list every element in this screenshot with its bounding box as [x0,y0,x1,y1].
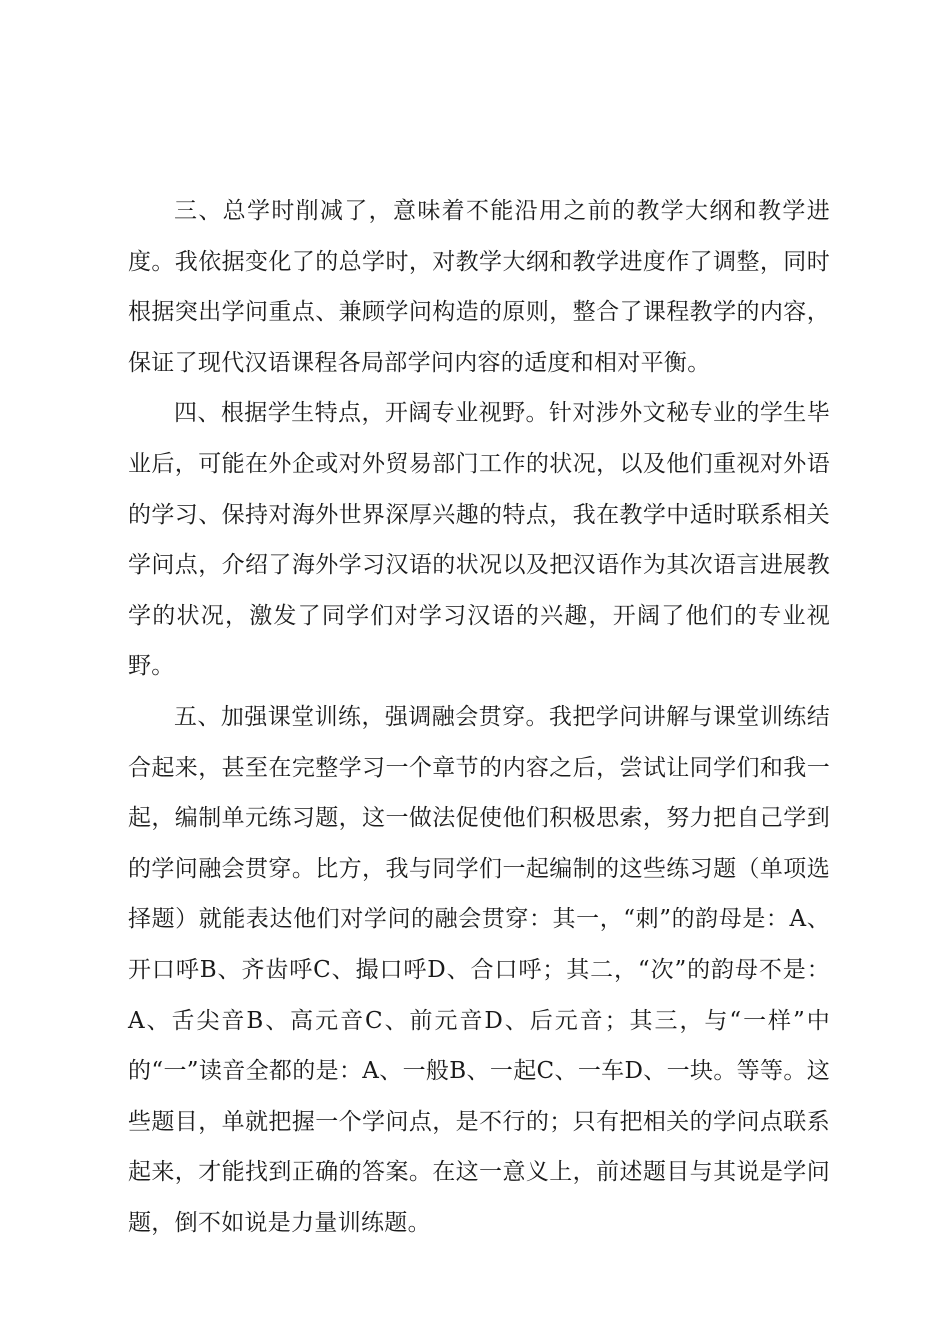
document-body [128,186,830,1248]
paragraph-5: 五、加强课堂训练，强调融会贯穿。我把学问讲解与课堂训练结合起来，甚至在完整学习一个章节的内容之后，尝试让同学们和我一起，编制单元练习题，这一做法促使他们积极思索，努力把自己学到的学问融会贯穿。比方，我与同学们一起编制的这些练习题（单项选择题）就能表达他们对学问的融会贯穿：其一，“刺”的韵母是：A、开口呼B、齐齿呼C、撮口呼D、合口呼；其二，“次”的韵母不是：A、舌尖音B、高元音C、前元音D、后元音；其三，与“一样”中的“一”读音全都的是：A、一般B、一起C、一车D、一块。等等。这些题目，单就把握一个学问点，是不行的；只有把相关的学问点联系起来，才能找到正确的答案。在这一意义上，前述题目与其说是学问题，倒不如说是力量训练题。 [128,703,830,1236]
paragraph-4: 四、根据学生特点，开阔专业视野。针对涉外文秘专业的学生毕业后，可能在外企或对外贸易部门工作的状况，以及他们重视对外语的学习、保持对海外世界深厚兴趣的特点，我在教学中适时联系相关学问点，介绍了海外学习汉语的状况以及把汉语作为其次语言进展教学的状况，激发了同学们对学习汉语的兴趣，开阔了他们的专业视野。 [128,400,830,680]
paragraph-3: 三、总学时削减了，意味着不能沿用之前的教学大纲和教学进度。我依据变化了的总学时，对教学大纲和教学进度作了调整，同时根据突出学问重点、兼顾学问构造的原则，整合了课程教学的内容，保证了现代汉语课程各局部学问内容的适度和相对平衡。 [128,198,830,376]
